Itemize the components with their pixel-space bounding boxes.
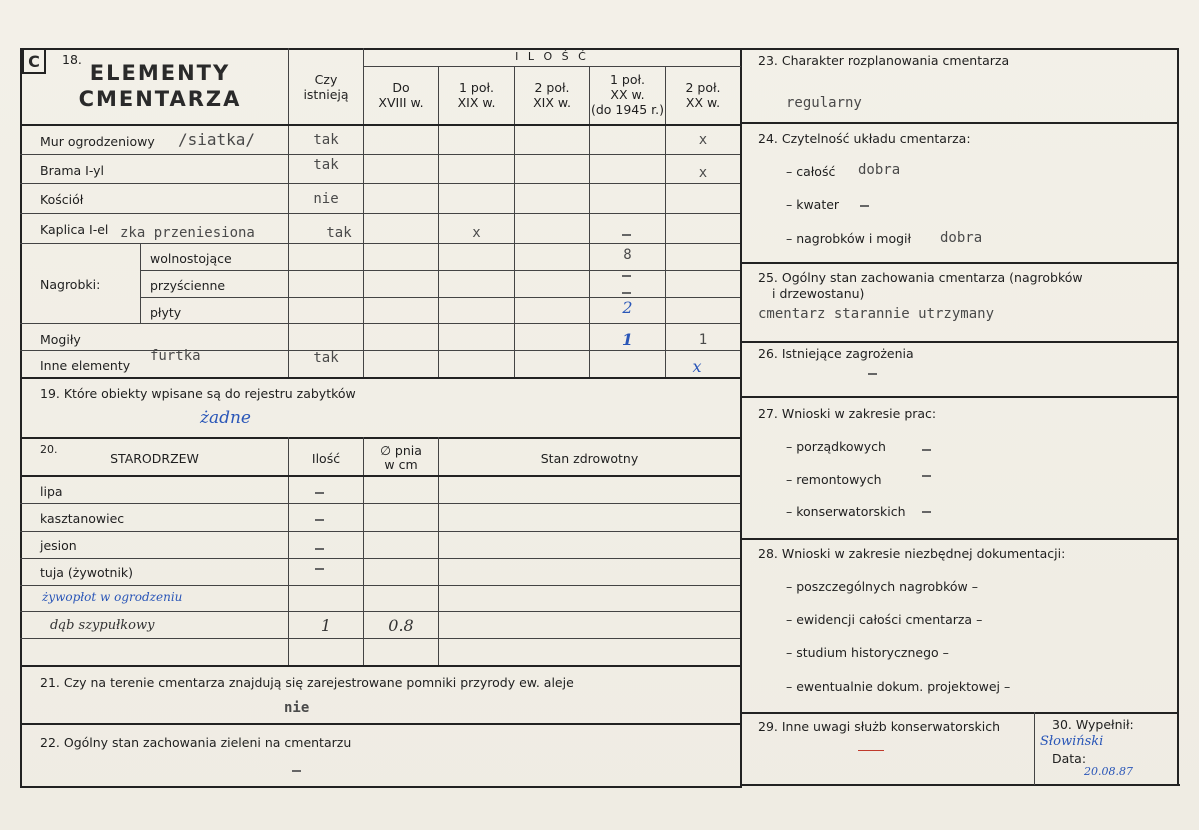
tree-dash [315,492,324,494]
row-line [20,213,740,214]
q29-label: 29. Inne uwagi służb konserwatorskich [758,719,1000,734]
sec18-bottom [20,377,742,379]
q27-c: – konserwatorskich [786,504,906,519]
row-line [20,323,740,324]
row-mur-note: /siatka/ [178,130,256,149]
q20-bottom [20,665,742,667]
row-wolno-label: wolnostojące [150,251,232,266]
q26-bottom [740,396,1179,398]
q27-a-dash [922,449,931,451]
row-mogily-label: Mogiły [40,332,81,347]
col-1pol-xx: 1 poł. XX w. (do 1945 r.) [590,72,665,117]
q27-c-dash [922,511,931,513]
tree-hand-dab: dąb szypułkowy [50,618,155,633]
col-2pol-xx: 2 poł. XX w. [685,80,721,110]
q30-label: 30. Wypełnił: [1052,717,1134,732]
q23-bottom [740,122,1179,124]
nagrobki-divider [140,243,141,323]
section-letter-box [22,48,46,74]
q28-label: 28. Wnioski w zakresie niezbędnej dokumentacji: [758,546,1066,561]
row-mur-label: Mur ogrodzeniowy [40,134,155,149]
row-kosciol-czy: nie [313,191,339,207]
q24-nagrobkow-val: dobra [940,230,983,246]
row-line [20,154,740,155]
tree-row-tuja: tuja (żywotnik) [40,565,134,580]
q27-b-dash [922,475,931,477]
row-kaplica-czy: tak [326,225,352,241]
col-do-xviii: Do XVIII w. [378,80,424,110]
q20-num: 20. [40,443,58,456]
row-nagrobki-label: Nagrobki: [40,277,101,292]
sec18-title-2: CMENTARZA [78,87,242,111]
q20-col-line [438,437,439,665]
row-kosciol-label: Kościół [40,192,84,207]
col-line [514,66,515,378]
row-line [140,270,740,271]
row-line [20,243,740,244]
przysc-dash [622,275,631,277]
row-brama-label: Brama I-yl [40,163,105,178]
row-wolno-val: 8 [623,247,632,263]
tree-dab-pnia: 0.8 [388,616,414,635]
q20-row-line [20,531,740,532]
row-plyty-label: płyty [150,305,182,320]
row-przysc-label: przyścienne [150,278,226,293]
q24-calosc-val: dobra [858,162,901,178]
q25-answer: cmentarz starannie utrzymany [758,306,995,322]
sec18-title [60,60,260,112]
frame-mid [740,48,742,786]
q30-date: 20.08.87 [1084,765,1133,778]
row-inne-2pol20: x [692,357,702,376]
sec18-title-1: ELEMENTY [89,61,231,85]
q30-divider [1034,712,1035,785]
q23-label: 23. Charakter rozplanowania cmentarza [758,53,1010,68]
tree-row-jesion: jesion [40,538,77,553]
row-mur-czy: tak [313,132,339,148]
q27-a: – porządkowych [786,439,886,454]
row-brama-2pol20: x [698,165,708,181]
header-bottom-line [20,124,742,126]
row-inne-note: furtka [150,348,201,364]
q26-label: 26. Istniejące zagrożenia [758,346,914,361]
q28-bottom [740,712,1179,714]
q20-title: STARODRZEW [110,451,199,466]
q19-answer: żadne [200,408,251,428]
col-ilosc: I L O Ś Ć [515,50,589,63]
q20-row-line [20,585,740,586]
row-brama-czy: tak [313,157,339,173]
plyty-dash [622,292,631,294]
col-line [438,66,439,378]
row-kaplica-note: zka przeniesiona [120,225,255,241]
q28-a: – poszczególnych nagrobków – [786,579,978,594]
q29-red-line [858,750,884,751]
row-mogily-1pol20: 1 [621,330,634,349]
tree-dab-ilosc: 1 [320,616,332,635]
frame-left [20,48,22,788]
q27-b: – remontowych [786,472,882,487]
row-line [20,183,740,184]
q20-row-line [20,503,740,504]
frame-bottom-left [20,786,742,788]
row-inne-label: Inne elementy [40,358,131,373]
tree-row-kasztanowiec: kasztanowiec [40,511,125,526]
q21-answer: nie [284,700,310,716]
q24-kwater-dash [860,205,869,207]
col-czy-istnieja: Czy istnieją [303,72,349,102]
frame-bottom-right [740,784,1180,786]
q25-label-2: i drzewostanu) [772,286,865,301]
q20-row-line [20,558,740,559]
frame-right [1177,48,1179,786]
q19-label: 19. Które obiekty wpisane są do rejestru zabytków [40,386,356,401]
q22-dash [292,770,301,772]
q20-col-ilosc: Ilość [311,451,341,466]
ilosc-line [363,66,741,67]
q24-nagrobkow: – nagrobków i mogił [786,231,912,246]
q30-signature: Słowiński [1040,734,1104,749]
row-kaplica-1pol19: x [472,225,481,241]
q22-label: 22. Ogólny stan zachowania zieleni na cmentarzu [40,735,352,750]
q24-bottom [740,262,1179,264]
tree-dash [315,568,324,570]
q20-col-stan: Stan zdrowotny [540,451,639,466]
tree-hand-zywoplot: żywopłot w ogrodzeniu [42,590,183,604]
q26-dash [868,373,877,375]
row-mogily-2pol20: 1 [698,332,708,348]
q24-label: 24. Czytelność układu cmentarza: [758,131,971,146]
q28-d: – ewentualnie dokum. projektowej – [786,679,1011,694]
col-1pol-xix: 1 poł. XIX w. [457,80,496,110]
q25-label-1: 25. Ogólny stan zachowania cmentarza (nagrobków [758,270,1083,285]
q25-bottom [740,341,1179,343]
q20-col-pnia: ∅ pnia w cm [380,443,422,472]
q21-label: 21. Czy na terenie cmentarza znajdują się zarejestrowane pomniki przyrody ew. aleje [40,675,574,690]
q19-bottom [20,437,742,439]
q23-answer: regularny [786,95,862,111]
q24-kwater: – kwater [786,197,840,212]
q28-b: – ewidencji całości cmentarza – [786,612,983,627]
row-inne-czy: tak [313,350,339,366]
sec18-num: 18. [62,52,82,67]
q20-head-bottom [20,475,742,477]
row-mur-2pol20: x [698,132,708,148]
kaplica-dash [622,234,631,236]
row-line [20,350,740,351]
q28-c: – studium historycznego – [786,645,949,660]
row-plyty-val: 2 [622,298,633,317]
tree-dash [315,548,324,550]
section-letter: C [28,51,40,71]
q27-bottom [740,538,1179,540]
q20-row-line [20,611,740,612]
q30-date-label: Data: [1052,751,1087,766]
row-kaplica-label: Kaplica I-el [40,222,109,237]
q27-label: 27. Wnioski w zakresie prac: [758,406,937,421]
q21-bottom [20,723,742,725]
col-2pol-xix: 2 poł. XIX w. [533,80,571,110]
tree-row-lipa: lipa [40,484,63,499]
q24-calosc: – całość [786,164,836,179]
tree-dash [315,519,324,521]
q20-row-line [20,638,740,639]
